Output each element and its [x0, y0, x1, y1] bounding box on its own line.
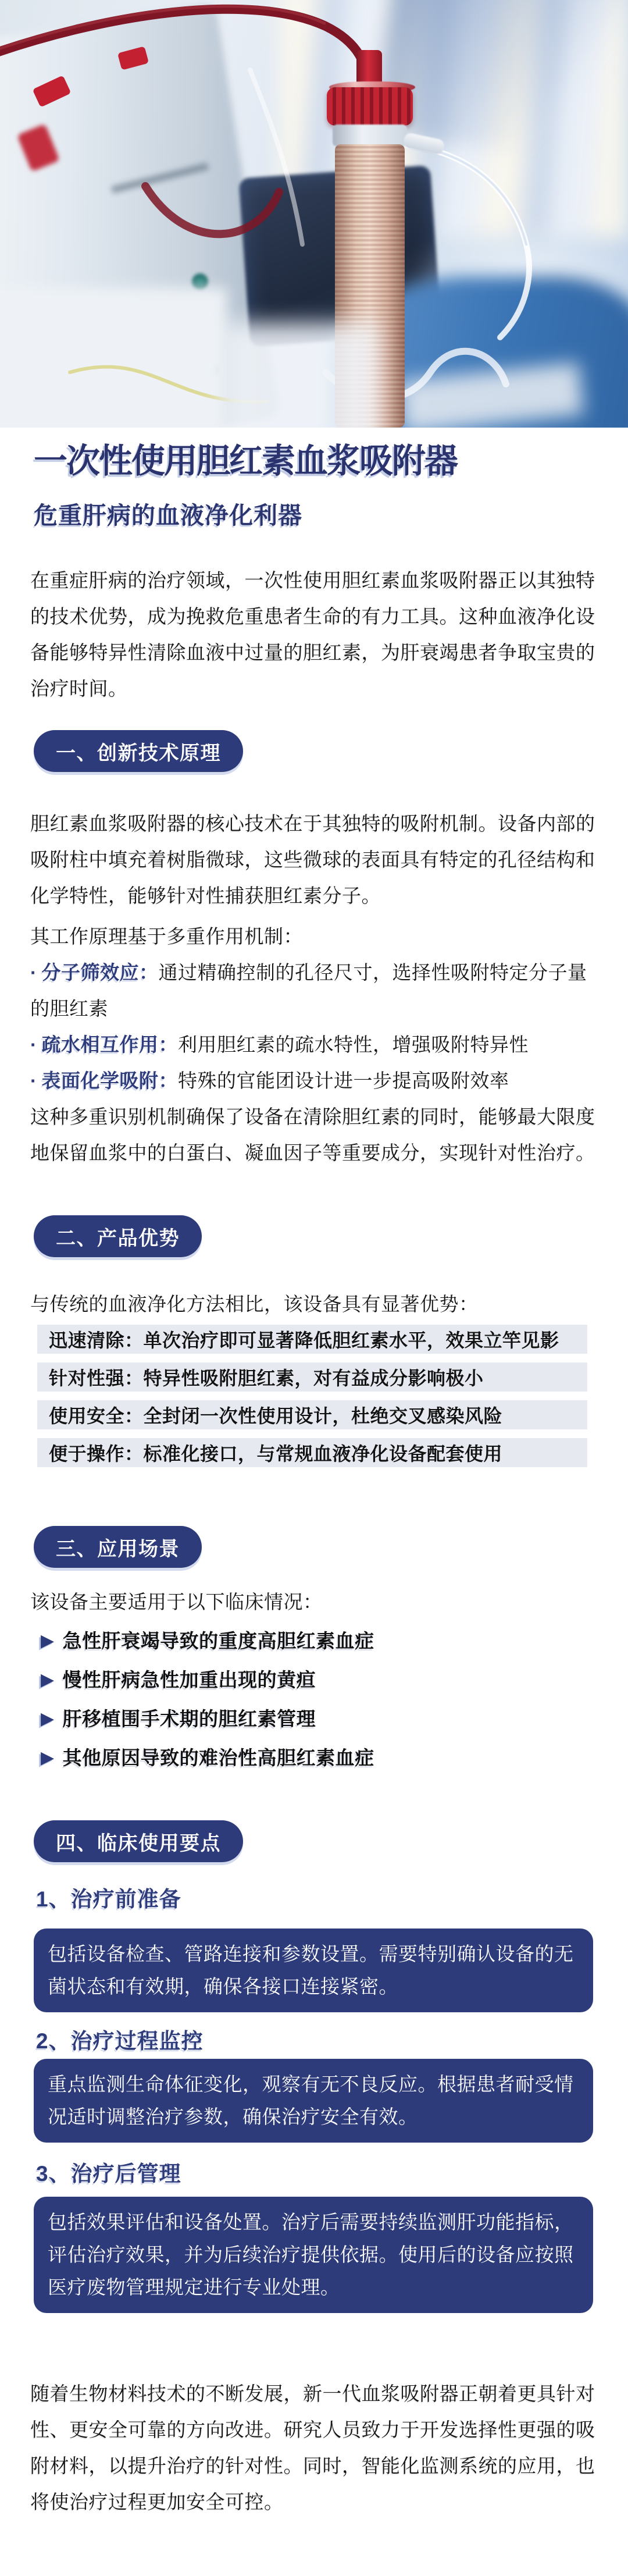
- bullet-label: 分子筛效应：: [41, 962, 159, 983]
- arrow-right-icon: ▶: [41, 1670, 55, 1689]
- scenarios-list: [30, 1629, 598, 1771]
- page-subtitle: 危重肝病的血液净化利器: [34, 502, 302, 529]
- section-pill-advantages: 二、产品优势: [34, 1215, 202, 1257]
- bullet-text: 通过精确控制的孔径尺寸，选择性吸附特定分子量的胆红素: [30, 962, 587, 1019]
- step-heading-preparation: 1、治疗前准备: [36, 1887, 181, 1911]
- advantage-row: 针对性强：特异性吸附胆红素，对有益成分影响极小: [37, 1362, 587, 1392]
- arrow-right-icon: ▶: [41, 1709, 55, 1728]
- advantages-lead: 与传统的血液净化方法相比，该设备具有显著优势：: [30, 1293, 479, 1315]
- arrow-right-icon: ▶: [41, 1631, 55, 1650]
- advantage-row: 迅速清除：单次治疗即可显著降低胆红素水平，效果立竿见影: [37, 1325, 587, 1354]
- section-pill-scenarios: 三、应用场景: [34, 1526, 202, 1568]
- technology-paragraph: 胆红素血浆吸附器的核心技术在于其独特的吸附机制。设备内部的吸附柱中填充着树脂微球，这些微球的表面具有特定的孔径结构和化学特性，能够针对性捕获胆红素分子。: [30, 813, 595, 906]
- scenario-item: [30, 1707, 598, 1732]
- section-pill-clinical-points: 四、临床使用要点: [34, 1820, 243, 1862]
- bullet-dot-icon: ·: [30, 1034, 37, 1055]
- advantages-list: [30, 1325, 598, 1467]
- poster-body: [0, 442, 628, 2520]
- list-item: [30, 955, 598, 1027]
- bullet-text: 特殊的官能团设计进一步提高吸附效率: [178, 1070, 509, 1091]
- scenario-text: 其他原因导致的难治性高胆红素血症: [62, 1747, 374, 1769]
- bullet-dot-icon: ·: [30, 962, 37, 983]
- intro-paragraph: 在重症肝病的治疗领域，一次性使用胆红素血浆吸附器正以其独特的技术优势，成为挽救危重患者生命的有力工具。这种血液净化设备能够特异性清除血液中过量的胆红素，为肝衰竭患者争取宝贵的治疗时间。: [30, 570, 595, 699]
- technology-summary: 这种多重识别机制确保了设备在清除胆红素的同时，能够最大限度地保留血浆中的白蛋白、凝血因子等重要成分，实现针对性治疗。: [30, 1106, 595, 1164]
- step-heading-monitoring: 2、治疗过程监控: [36, 2029, 204, 2053]
- foreground-blur: [221, 323, 378, 428]
- step-box-aftercare: 包括效果评估和设备处置。治疗后需要持续监测肝功能指标，评估治疗效果，并为后续治疗提供依据。使用后的设备应按照医疗废物管理规定进行专业处理。: [34, 2197, 593, 2313]
- scenarios-lead: 该设备主要适用于以下临床情况：: [30, 1591, 323, 1613]
- scenario-text: 慢性肝病急性加重出现的黄疸: [62, 1669, 316, 1691]
- hero-photo: [0, 0, 628, 428]
- mechanism-lead: 其工作原理基于多重作用机制：: [30, 926, 303, 947]
- scenario-text: 急性肝衰竭导致的重度高胆红素血症: [62, 1630, 374, 1652]
- outro-paragraph: 随着生物材料技术的不断发展，新一代血浆吸附器正朝着更具针对性、更安全可靠的方向改进。研究人员致力于开发选择性更强的吸附材料，以提升治疗的针对性。同时，智能化监测系统的应用，也将使治疗过程更加安全可控。: [30, 2383, 595, 2513]
- step-box-preparation: 包括设备检查、管路连接和参数设置。需要特别确认设备的无菌状态和有效期，确保各接口连接紧密。: [34, 1929, 593, 2012]
- step-box-monitoring: 重点监测生命体征变化，观察有无不良反应。根据患者耐受情况适时调整治疗参数，确保治疗安全有效。: [34, 2059, 593, 2143]
- list-item: [30, 1063, 598, 1099]
- scenario-text: 肝移植围手术期的胆红素管理: [62, 1708, 316, 1730]
- bullet-label: 表面化学吸附：: [41, 1070, 178, 1091]
- bullet-label: 疏水相互作用：: [41, 1034, 178, 1055]
- advantage-row: 便于操作：标准化接口，与常规血液净化设备配套使用: [37, 1438, 587, 1467]
- mechanism-list: [30, 955, 598, 1099]
- list-item: [30, 1027, 598, 1063]
- bullet-text: 利用胆红素的疏水特性，增强吸附特异性: [178, 1034, 529, 1055]
- scenario-item: [30, 1746, 598, 1771]
- advantage-row: 使用安全：全封闭一次性使用设计，杜绝交叉感染风险: [37, 1400, 587, 1429]
- step-heading-aftercare: 3、治疗后管理: [36, 2162, 181, 2186]
- scenario-item: [30, 1629, 598, 1654]
- arrow-right-icon: ▶: [41, 1748, 55, 1767]
- page-title: 一次性使用胆红素血浆吸附器: [34, 442, 458, 480]
- section-pill-technology: 一、创新技术原理: [34, 730, 243, 772]
- scenario-item: [30, 1668, 598, 1693]
- bullet-dot-icon: ·: [30, 1070, 37, 1091]
